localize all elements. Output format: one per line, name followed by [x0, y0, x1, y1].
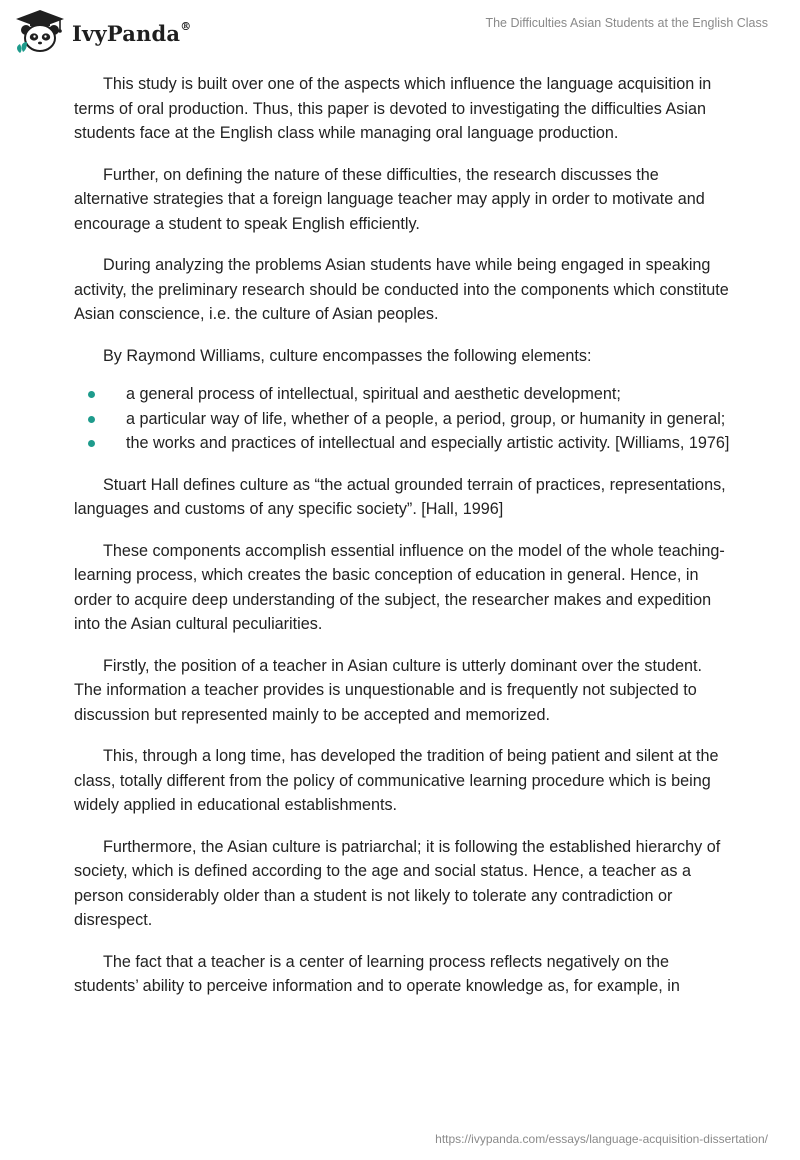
list-item	[74, 407, 734, 432]
paragraph: These components accomplish essential influence on the model of the whole teaching-learning process, which creates the basic conception of education in general. Hence, in order to acquire deep understanding of the subject, the researcher makes and expedition into the Asian cultural peculiarities.	[74, 541, 725, 633]
paragraph: During analyzing the problems Asian students have while being engaged in speaking activity, the preliminary research should be conducted into the components which constitute Asian conscience, i.e. the culture of Asian peoples.	[74, 256, 729, 323]
list-item-text: a particular way of life, whether of a people, a period, group, or humanity in general;	[126, 409, 726, 428]
list-item	[74, 431, 734, 456]
paragraph: This study is built over one of the aspects which influence the language acquisition in terms of oral production. Thus, this paper is devoted to investigating the difficulties Asian students face at the English class while managing oral language production.	[74, 75, 712, 142]
paragraph: Furthermore, the Asian culture is patriarchal; it is following the established hierarchy of society, which is defined according to the age and social status. Hence, a teacher as a person considerably older than a student is not likely to tolerate any contradiction or disrespect.	[74, 837, 721, 929]
brand-name: IvyPanda®	[72, 19, 192, 46]
list-item-text: the works and practices of intellectual and especially artistic activity. [Williams, 1976]	[126, 434, 730, 452]
paragraph: Firstly, the position of a teacher in Asian culture is utterly dominant over the student. The information a teacher provides is unquestionable and is frequently not subjected to discussion but represented mainly to be accepted and memorized.	[74, 656, 702, 724]
paragraph: Further, on defining the nature of these difficulties, the research discusses the alternative strategies that a foreign language teacher may apply in order to motivate and encourage a student to speak English efficiently.	[74, 165, 705, 233]
bullet-dot-icon	[88, 440, 95, 447]
document-title: The Difficulties Asian Students at the English Class	[485, 16, 768, 30]
registered-mark: ®	[180, 19, 192, 33]
panda-graduate-icon	[14, 8, 66, 54]
paragraph: This, through a long time, has developed the tradition of being patient and silent at the class, totally different from the policy of communicative learning procedure which is being widely applied in educational establishments.	[74, 747, 719, 814]
essay-content	[74, 72, 734, 1016]
paragraph: By Raymond Williams, culture encompasses the following elements:	[103, 346, 592, 365]
page-header	[0, 0, 800, 70]
paragraph: The fact that a teacher is a center of learning process reflects negatively on the students’ ability to perceive information and to operate knowledge as, for example, in	[74, 952, 680, 995]
bullet-dot-icon	[88, 391, 95, 398]
culture-elements-list	[74, 382, 734, 456]
list-item-text: a general process of intellectual, spiritual and aesthetic development;	[126, 385, 621, 403]
paragraph: Stuart Hall defines culture as “the actual grounded terrain of practices, representations, languages and customs of any specific society”. [Hall, 1996]	[74, 475, 726, 518]
bullet-dot-icon	[88, 416, 95, 423]
ivypanda-logo[interactable]	[14, 8, 191, 54]
source-url[interactable]: https://ivypanda.com/essays/language-acquisition-dissertation/	[435, 1132, 768, 1146]
list-item	[74, 382, 734, 407]
